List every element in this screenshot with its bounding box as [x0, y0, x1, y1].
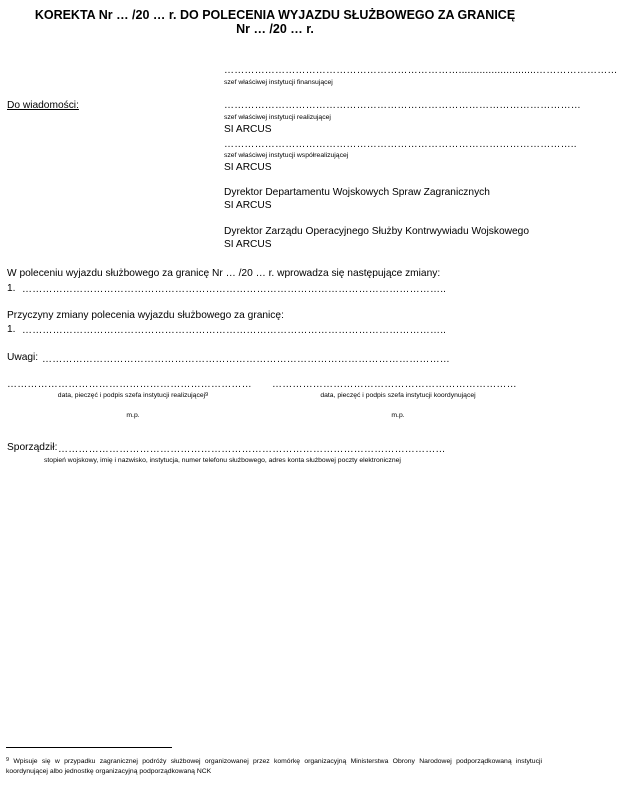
corealizing-caption: szef właściwej instytucji współrealizującej [224, 152, 349, 159]
changes-intro: W poleceniu wyjazdu służbowego za granicę Nr … /20 … r. wprowadza się następujące zmiany: [7, 268, 441, 279]
director2-title: Dyrektor Zarządu Operacyjnego Służby Kontrwywiadu Wojskowego [224, 226, 530, 237]
footnote-reference: 9 [205, 392, 209, 398]
reason-item-field[interactable]: …………………………………………………………………………………………………………….. [22, 325, 447, 336]
cc-label: Do wiadomości: [7, 100, 79, 111]
corealizing-signature-line[interactable]: ………………………………………………………………………………………….. [224, 139, 577, 150]
financing-signature-line[interactable]: ……………………………………………………………..........................…………………… [224, 65, 618, 76]
document-title: KOREKTA Nr … /20 … r. DO POLECENIA WYJAZDU SŁUŻBOWEGO ZA GRANICĘ [34, 8, 516, 22]
footnote-separator [6, 747, 172, 748]
remarks-field[interactable]: ………………………………………………………………………………………………………… [42, 354, 450, 365]
director2-unit: SI ARCUS [224, 239, 272, 250]
prepared-by-label: Sporządził: [7, 442, 58, 453]
financing-caption: szef właściwej instytucji finansującej [224, 79, 333, 86]
prepared-by-field[interactable]: …………………………………………………………………………………………………… [58, 444, 446, 455]
left-stamp-label: m.p. [126, 412, 140, 419]
director1-unit: SI ARCUS [224, 200, 272, 211]
document-number: Nr … /20 … r. [236, 22, 314, 36]
left-signature-line[interactable]: ……………………………………………………………… [7, 379, 252, 390]
right-signature-caption: data, pieczęć i podpis szefa instytucji koordynującej [320, 392, 476, 399]
reason-item-number: 1. [7, 324, 16, 335]
reasons-label: Przyczyny zmiany polecenia wyjazdu służbowego za granicę: [7, 310, 284, 321]
prepared-by-caption: stopień wojskowy, imię i nazwisko, instytucja, numer telefonu służbowego, adres konta służbowej poczty elektronicznej [44, 457, 401, 464]
director1-title: Dyrektor Departamentu Wojskowych Spraw Zagranicznych [224, 187, 490, 198]
right-stamp-label: m.p. [391, 412, 405, 419]
footnote-number: 9 [6, 757, 10, 763]
footnote-text: Wpisuje się w przypadku zagranicznej podróży służbowej organizowanej przez komórkę organizacyjną Ministerstwa Obrony Narodowej podporządkowaną instytucji koordynującej albo jednostkę organizacyjną podporządkowaną NCK [6, 758, 542, 775]
change-item-number: 1. [7, 283, 16, 294]
change-item-field[interactable]: …………………………………………………………………………………………………………….. [22, 284, 447, 295]
corealizing-unit: SI ARCUS [224, 162, 272, 173]
realizing-signature-line[interactable]: …………………………………………………………………………………………… [224, 100, 581, 111]
realizing-caption: szef właściwej instytucji realizującej [224, 114, 331, 121]
realizing-unit: SI ARCUS [224, 124, 272, 135]
right-signature-line[interactable]: ……………………………………………………………… [272, 379, 517, 390]
left-signature-caption: data, pieczęć i podpis szefa instytucji realizującej$^9$ [57, 392, 209, 399]
footnote [6, 757, 542, 777]
remarks-label: Uwagi: [7, 352, 39, 363]
